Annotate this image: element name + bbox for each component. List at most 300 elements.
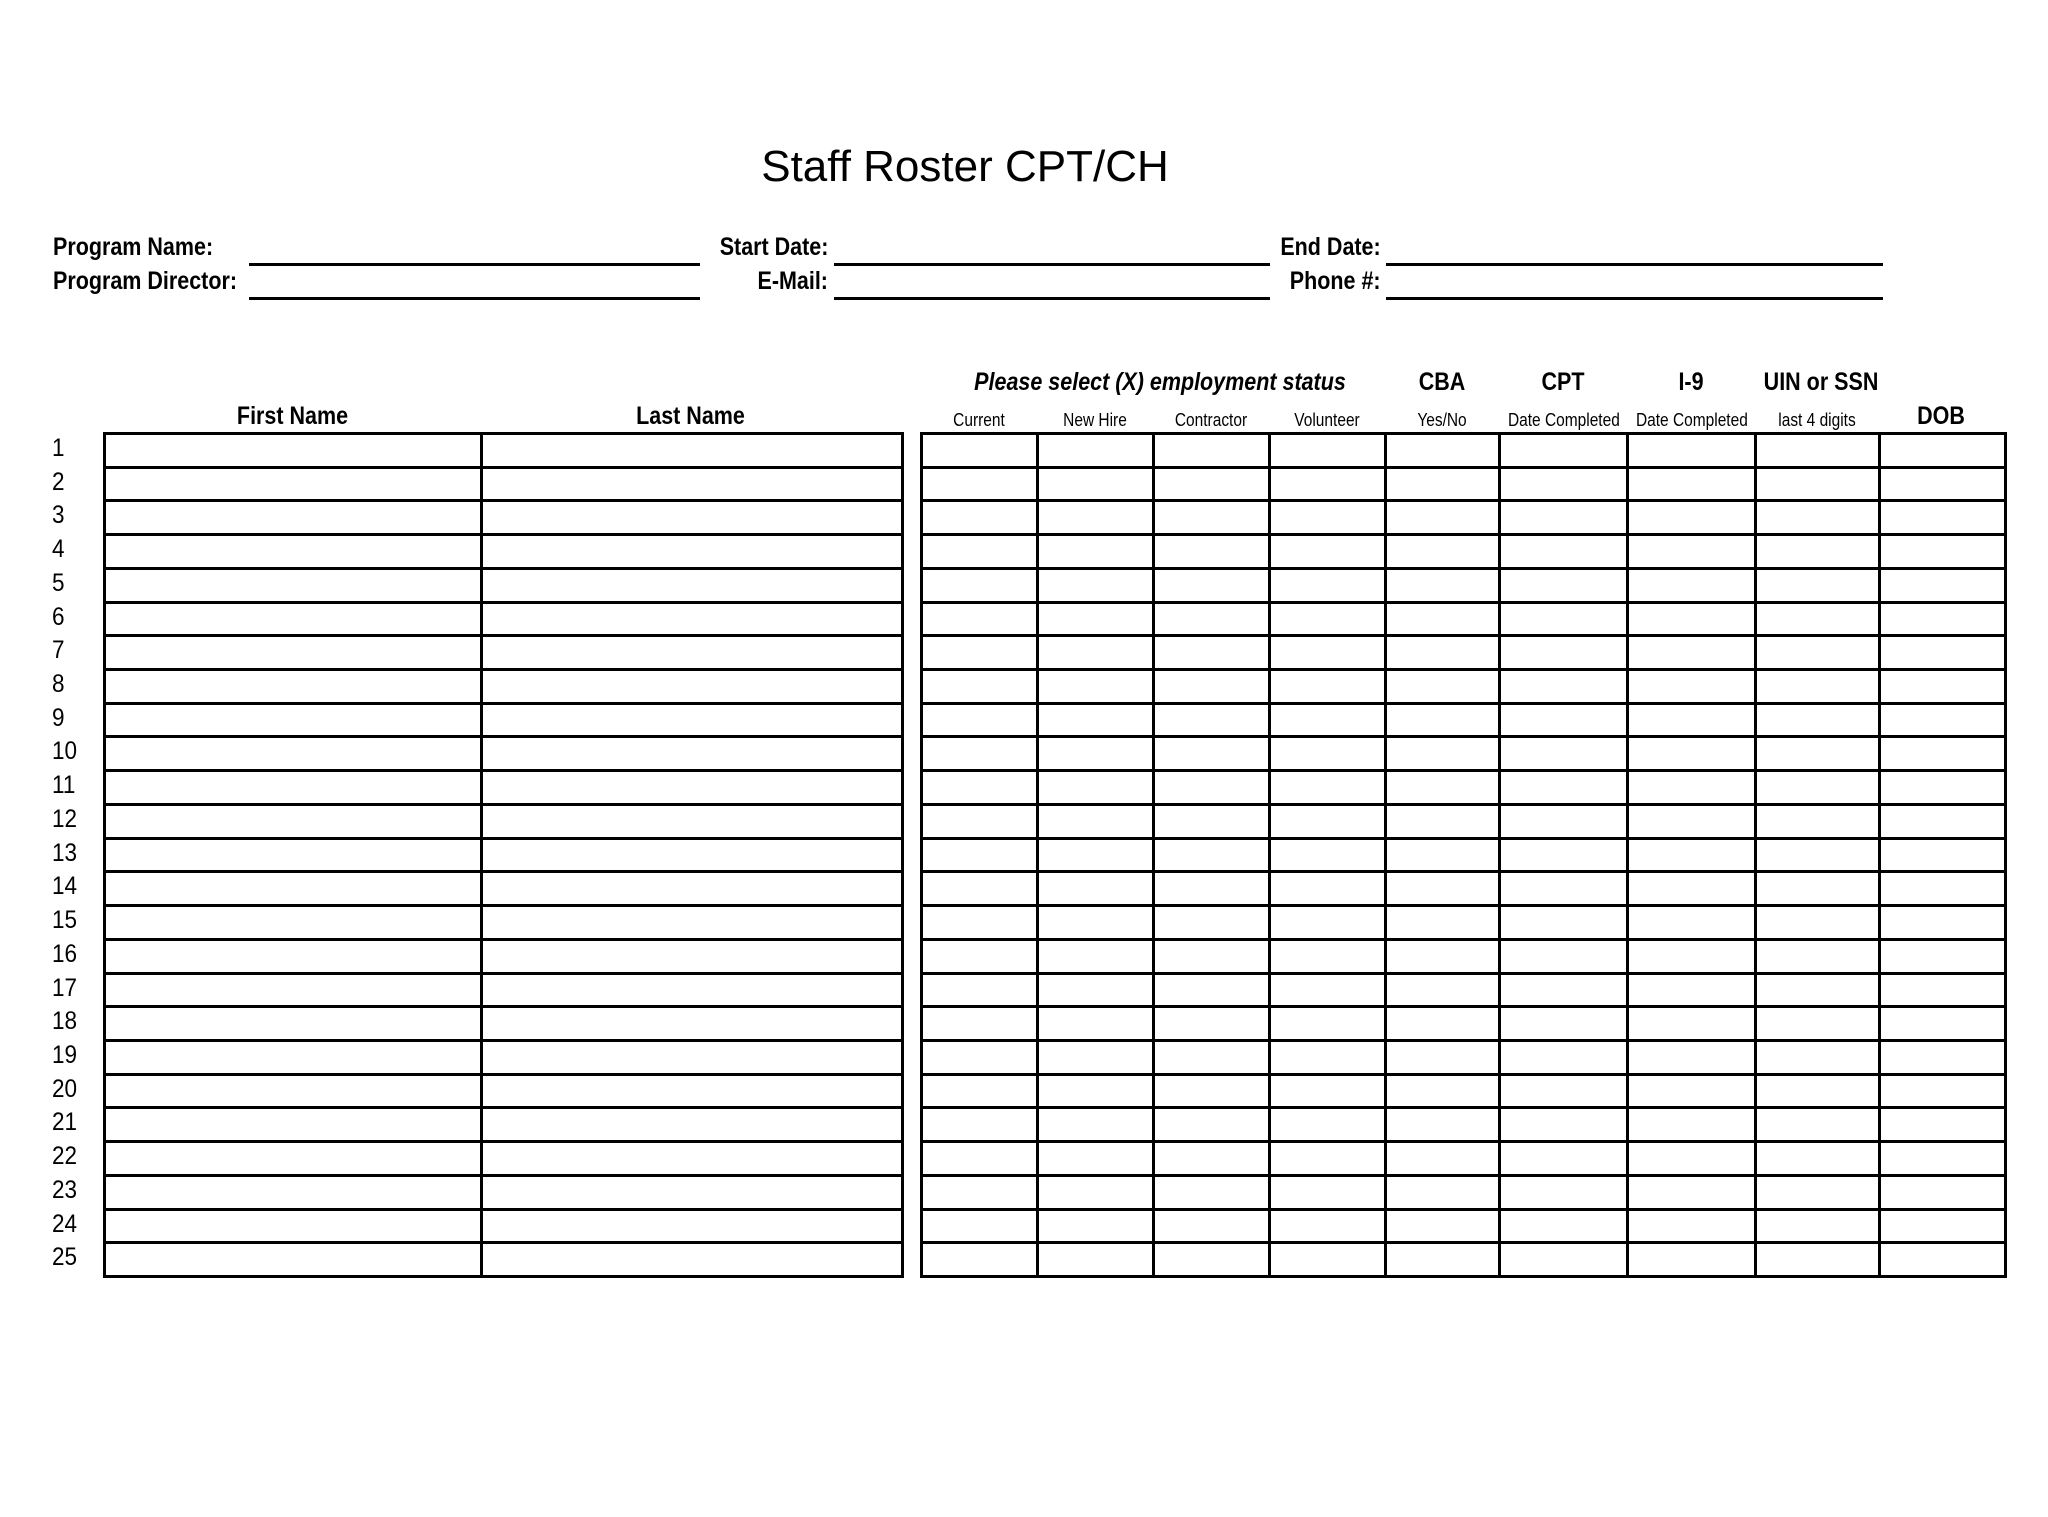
new-hire-cell[interactable] bbox=[1038, 602, 1154, 636]
volunteer-cell[interactable] bbox=[1270, 771, 1386, 805]
uin-ssn-cell[interactable] bbox=[1756, 1007, 1880, 1041]
new-hire-cell[interactable] bbox=[1038, 636, 1154, 670]
current-cell[interactable] bbox=[922, 939, 1038, 973]
contractor-cell[interactable] bbox=[1154, 636, 1270, 670]
cpt-cell[interactable] bbox=[1500, 1040, 1628, 1074]
new-hire-cell[interactable] bbox=[1038, 501, 1154, 535]
first-name-cell[interactable] bbox=[105, 906, 482, 940]
cpt-cell[interactable] bbox=[1500, 906, 1628, 940]
current-cell[interactable] bbox=[922, 467, 1038, 501]
uin-ssn-cell[interactable] bbox=[1756, 771, 1880, 805]
current-cell[interactable] bbox=[922, 535, 1038, 569]
cba-cell[interactable] bbox=[1386, 636, 1500, 670]
volunteer-cell[interactable] bbox=[1270, 1108, 1386, 1142]
cba-cell[interactable] bbox=[1386, 838, 1500, 872]
volunteer-cell[interactable] bbox=[1270, 973, 1386, 1007]
first-name-cell[interactable] bbox=[105, 838, 482, 872]
first-name-cell[interactable] bbox=[105, 1142, 482, 1176]
dob-cell[interactable] bbox=[1880, 703, 2006, 737]
cba-cell[interactable] bbox=[1386, 804, 1500, 838]
last-name-cell[interactable] bbox=[482, 1175, 903, 1209]
first-name-cell[interactable] bbox=[105, 636, 482, 670]
last-name-cell[interactable] bbox=[482, 1243, 903, 1277]
uin-ssn-cell[interactable] bbox=[1756, 939, 1880, 973]
cba-cell[interactable] bbox=[1386, 467, 1500, 501]
cba-cell[interactable] bbox=[1386, 703, 1500, 737]
cpt-cell[interactable] bbox=[1500, 670, 1628, 704]
cba-cell[interactable] bbox=[1386, 737, 1500, 771]
end-date-field[interactable] bbox=[1386, 263, 1883, 266]
dob-cell[interactable] bbox=[1880, 1209, 2006, 1243]
table-row bbox=[922, 636, 2006, 670]
new-hire-cell[interactable] bbox=[1038, 568, 1154, 602]
new-hire-cell[interactable] bbox=[1038, 906, 1154, 940]
dob-cell[interactable] bbox=[1880, 1142, 2006, 1176]
new-hire-cell[interactable] bbox=[1038, 434, 1154, 468]
cba-cell[interactable] bbox=[1386, 434, 1500, 468]
cpt-cell[interactable] bbox=[1500, 1007, 1628, 1041]
volunteer-cell[interactable] bbox=[1270, 804, 1386, 838]
dob-cell[interactable] bbox=[1880, 535, 2006, 569]
contractor-cell[interactable] bbox=[1154, 467, 1270, 501]
contractor-cell[interactable] bbox=[1154, 939, 1270, 973]
uin-ssn-cell[interactable] bbox=[1756, 1108, 1880, 1142]
cba-cell[interactable] bbox=[1386, 1108, 1500, 1142]
volunteer-cell[interactable] bbox=[1270, 737, 1386, 771]
cpt-cell[interactable] bbox=[1500, 838, 1628, 872]
dob-cell[interactable] bbox=[1880, 973, 2006, 1007]
volunteer-cell[interactable] bbox=[1270, 906, 1386, 940]
current-cell[interactable] bbox=[922, 602, 1038, 636]
dob-cell[interactable] bbox=[1880, 939, 2006, 973]
i9-cell[interactable] bbox=[1628, 568, 1756, 602]
new-hire-cell[interactable] bbox=[1038, 1040, 1154, 1074]
cba-cell[interactable] bbox=[1386, 535, 1500, 569]
volunteer-cell[interactable] bbox=[1270, 636, 1386, 670]
i9-cell[interactable] bbox=[1628, 501, 1756, 535]
cpt-cell[interactable] bbox=[1500, 1175, 1628, 1209]
last-name-cell[interactable] bbox=[482, 838, 903, 872]
uin-ssn-cell[interactable] bbox=[1756, 872, 1880, 906]
table-row bbox=[105, 1243, 903, 1277]
dob-cell[interactable] bbox=[1880, 1040, 2006, 1074]
new-hire-cell[interactable] bbox=[1038, 872, 1154, 906]
dob-cell[interactable] bbox=[1880, 636, 2006, 670]
cba-cell[interactable] bbox=[1386, 771, 1500, 805]
new-hire-cell[interactable] bbox=[1038, 838, 1154, 872]
first-name-cell[interactable] bbox=[105, 1209, 482, 1243]
contractor-cell[interactable] bbox=[1154, 602, 1270, 636]
volunteer-cell[interactable] bbox=[1270, 1074, 1386, 1108]
last-name-cell[interactable] bbox=[482, 501, 903, 535]
cba-cell[interactable] bbox=[1386, 1175, 1500, 1209]
first-name-cell[interactable] bbox=[105, 1243, 482, 1277]
cpt-cell[interactable] bbox=[1500, 872, 1628, 906]
table-row bbox=[922, 939, 2006, 973]
dob-cell[interactable] bbox=[1880, 804, 2006, 838]
contractor-cell[interactable] bbox=[1154, 703, 1270, 737]
contractor-cell[interactable] bbox=[1154, 535, 1270, 569]
program-name-field[interactable] bbox=[249, 263, 700, 266]
table-row bbox=[105, 1209, 903, 1243]
table-row bbox=[922, 1175, 2006, 1209]
current-cell[interactable] bbox=[922, 872, 1038, 906]
cpt-cell[interactable] bbox=[1500, 636, 1628, 670]
last-name-cell[interactable] bbox=[482, 602, 903, 636]
first-name-cell[interactable] bbox=[105, 1040, 482, 1074]
cba-cell[interactable] bbox=[1386, 973, 1500, 1007]
new-hire-cell[interactable] bbox=[1038, 804, 1154, 838]
current-cell[interactable] bbox=[922, 1007, 1038, 1041]
cpt-cell[interactable] bbox=[1500, 535, 1628, 569]
volunteer-cell[interactable] bbox=[1270, 434, 1386, 468]
last-name-cell[interactable] bbox=[482, 804, 903, 838]
new-hire-cell[interactable] bbox=[1038, 1108, 1154, 1142]
cba-cell[interactable] bbox=[1386, 1040, 1500, 1074]
cba-cell[interactable] bbox=[1386, 906, 1500, 940]
new-hire-cell[interactable] bbox=[1038, 670, 1154, 704]
cba-cell[interactable] bbox=[1386, 1243, 1500, 1277]
volunteer-cell[interactable] bbox=[1270, 568, 1386, 602]
uin-ssn-cell[interactable] bbox=[1756, 602, 1880, 636]
current-cell[interactable] bbox=[922, 703, 1038, 737]
last-name-cell[interactable] bbox=[482, 973, 903, 1007]
volunteer-cell[interactable] bbox=[1270, 838, 1386, 872]
i9-cell[interactable] bbox=[1628, 939, 1756, 973]
contractor-cell[interactable] bbox=[1154, 872, 1270, 906]
phone-field[interactable] bbox=[1386, 297, 1883, 300]
first-name-cell[interactable] bbox=[105, 872, 482, 906]
uin-ssn-cell[interactable] bbox=[1756, 1243, 1880, 1277]
dob-cell[interactable] bbox=[1880, 771, 2006, 805]
last-name-cell[interactable] bbox=[482, 703, 903, 737]
cpt-cell[interactable] bbox=[1500, 1108, 1628, 1142]
volunteer-cell[interactable] bbox=[1270, 1007, 1386, 1041]
cpt-cell[interactable] bbox=[1500, 1209, 1628, 1243]
contractor-cell[interactable] bbox=[1154, 501, 1270, 535]
i9-cell[interactable] bbox=[1628, 1007, 1756, 1041]
new-hire-cell[interactable] bbox=[1038, 535, 1154, 569]
new-hire-cell[interactable] bbox=[1038, 939, 1154, 973]
cpt-cell[interactable] bbox=[1500, 434, 1628, 468]
dob-cell[interactable] bbox=[1880, 737, 2006, 771]
cpt-cell[interactable] bbox=[1500, 737, 1628, 771]
uin-ssn-cell[interactable] bbox=[1756, 434, 1880, 468]
contractor-cell[interactable] bbox=[1154, 1040, 1270, 1074]
i9-cell[interactable] bbox=[1628, 804, 1756, 838]
dob-cell[interactable] bbox=[1880, 501, 2006, 535]
first-name-cell[interactable] bbox=[105, 703, 482, 737]
table-row bbox=[922, 1074, 2006, 1108]
i9-cell[interactable] bbox=[1628, 1243, 1756, 1277]
dob-cell[interactable] bbox=[1880, 434, 2006, 468]
dob-cell[interactable] bbox=[1880, 1243, 2006, 1277]
i9-cell[interactable] bbox=[1628, 838, 1756, 872]
volunteer-cell[interactable] bbox=[1270, 501, 1386, 535]
cba-cell[interactable] bbox=[1386, 1074, 1500, 1108]
volunteer-subheader: Volunteer bbox=[1294, 410, 1360, 430]
i9-cell[interactable] bbox=[1628, 906, 1756, 940]
last-name-cell[interactable] bbox=[482, 1040, 903, 1074]
new-hire-cell[interactable] bbox=[1038, 703, 1154, 737]
cba-cell[interactable] bbox=[1386, 1209, 1500, 1243]
cba-cell[interactable] bbox=[1386, 602, 1500, 636]
i9-cell[interactable] bbox=[1628, 467, 1756, 501]
volunteer-cell[interactable] bbox=[1270, 703, 1386, 737]
i9-cell[interactable] bbox=[1628, 434, 1756, 468]
uin-ssn-cell[interactable] bbox=[1756, 501, 1880, 535]
last-name-cell[interactable] bbox=[482, 906, 903, 940]
first-name-cell[interactable] bbox=[105, 1007, 482, 1041]
i9-cell[interactable] bbox=[1628, 1175, 1756, 1209]
first-name-cell[interactable] bbox=[105, 568, 482, 602]
dob-cell[interactable] bbox=[1880, 1175, 2006, 1209]
new-hire-cell[interactable] bbox=[1038, 1209, 1154, 1243]
table-row bbox=[105, 636, 903, 670]
volunteer-cell[interactable] bbox=[1270, 1142, 1386, 1176]
contractor-cell[interactable] bbox=[1154, 771, 1270, 805]
uin-ssn-cell[interactable] bbox=[1756, 804, 1880, 838]
cpt-cell[interactable] bbox=[1500, 1243, 1628, 1277]
volunteer-cell[interactable] bbox=[1270, 535, 1386, 569]
contractor-cell[interactable] bbox=[1154, 838, 1270, 872]
current-cell[interactable] bbox=[922, 1175, 1038, 1209]
cpt-cell[interactable] bbox=[1500, 1142, 1628, 1176]
new-hire-cell[interactable] bbox=[1038, 1142, 1154, 1176]
first-name-cell[interactable] bbox=[105, 973, 482, 1007]
first-name-cell[interactable] bbox=[105, 737, 482, 771]
contractor-cell[interactable] bbox=[1154, 1007, 1270, 1041]
table-row bbox=[105, 434, 903, 468]
i9-cell[interactable] bbox=[1628, 872, 1756, 906]
last-name-cell[interactable] bbox=[482, 939, 903, 973]
cba-cell[interactable] bbox=[1386, 1142, 1500, 1176]
contractor-cell[interactable] bbox=[1154, 1108, 1270, 1142]
row-number: 4 bbox=[52, 535, 65, 564]
uin-ssn-cell[interactable] bbox=[1756, 973, 1880, 1007]
uin-ssn-cell[interactable] bbox=[1756, 636, 1880, 670]
uin-ssn-cell[interactable] bbox=[1756, 568, 1880, 602]
start-date-field[interactable] bbox=[834, 263, 1270, 266]
last-name-cell[interactable] bbox=[482, 1007, 903, 1041]
program-director-field[interactable] bbox=[249, 297, 700, 300]
contractor-cell[interactable] bbox=[1154, 906, 1270, 940]
uin-ssn-cell[interactable] bbox=[1756, 535, 1880, 569]
current-cell[interactable] bbox=[922, 1142, 1038, 1176]
cpt-cell[interactable] bbox=[1500, 1074, 1628, 1108]
current-cell[interactable] bbox=[922, 670, 1038, 704]
dob-cell[interactable] bbox=[1880, 1074, 2006, 1108]
cba-cell[interactable] bbox=[1386, 872, 1500, 906]
i9-cell[interactable] bbox=[1628, 602, 1756, 636]
current-cell[interactable] bbox=[922, 973, 1038, 1007]
contractor-cell[interactable] bbox=[1154, 804, 1270, 838]
new-hire-cell[interactable] bbox=[1038, 737, 1154, 771]
table-row bbox=[105, 771, 903, 805]
dob-cell[interactable] bbox=[1880, 568, 2006, 602]
cpt-cell[interactable] bbox=[1500, 703, 1628, 737]
uin-ssn-cell[interactable] bbox=[1756, 838, 1880, 872]
last-name-cell[interactable] bbox=[482, 535, 903, 569]
cpt-cell[interactable] bbox=[1500, 501, 1628, 535]
new-hire-cell[interactable] bbox=[1038, 1007, 1154, 1041]
contractor-cell[interactable] bbox=[1154, 1243, 1270, 1277]
dob-cell[interactable] bbox=[1880, 467, 2006, 501]
current-cell[interactable] bbox=[922, 434, 1038, 468]
current-cell[interactable] bbox=[922, 771, 1038, 805]
uin-ssn-cell[interactable] bbox=[1756, 670, 1880, 704]
volunteer-cell[interactable] bbox=[1270, 939, 1386, 973]
volunteer-cell[interactable] bbox=[1270, 670, 1386, 704]
current-cell[interactable] bbox=[922, 1243, 1038, 1277]
new-hire-cell[interactable] bbox=[1038, 1175, 1154, 1209]
dob-cell[interactable] bbox=[1880, 670, 2006, 704]
i9-cell[interactable] bbox=[1628, 1142, 1756, 1176]
cpt-cell[interactable] bbox=[1500, 771, 1628, 805]
first-name-cell[interactable] bbox=[105, 434, 482, 468]
first-name-cell[interactable] bbox=[105, 501, 482, 535]
cba-cell[interactable] bbox=[1386, 1007, 1500, 1041]
volunteer-cell[interactable] bbox=[1270, 1209, 1386, 1243]
table-row bbox=[105, 1175, 903, 1209]
contractor-cell[interactable] bbox=[1154, 670, 1270, 704]
cpt-cell[interactable] bbox=[1500, 973, 1628, 1007]
dob-cell[interactable] bbox=[1880, 602, 2006, 636]
last-name-cell[interactable] bbox=[482, 1209, 903, 1243]
last-name-cell[interactable] bbox=[482, 636, 903, 670]
cba-cell[interactable] bbox=[1386, 939, 1500, 973]
first-name-cell[interactable] bbox=[105, 1175, 482, 1209]
volunteer-cell[interactable] bbox=[1270, 602, 1386, 636]
current-cell[interactable] bbox=[922, 906, 1038, 940]
new-hire-cell[interactable] bbox=[1038, 467, 1154, 501]
current-cell[interactable] bbox=[922, 838, 1038, 872]
cpt-cell[interactable] bbox=[1500, 467, 1628, 501]
last-name-cell[interactable] bbox=[482, 771, 903, 805]
contractor-cell[interactable] bbox=[1154, 1074, 1270, 1108]
last-name-cell[interactable] bbox=[482, 737, 903, 771]
uin-ssn-cell[interactable] bbox=[1756, 906, 1880, 940]
last-name-cell[interactable] bbox=[482, 670, 903, 704]
i9-cell[interactable] bbox=[1628, 670, 1756, 704]
uin-ssn-cell[interactable] bbox=[1756, 1074, 1880, 1108]
i9-cell[interactable] bbox=[1628, 1040, 1756, 1074]
last-name-cell[interactable] bbox=[482, 1074, 903, 1108]
i9-cell[interactable] bbox=[1628, 636, 1756, 670]
uin-ssn-cell[interactable] bbox=[1756, 1175, 1880, 1209]
email-field[interactable] bbox=[834, 297, 1270, 300]
volunteer-cell[interactable] bbox=[1270, 1175, 1386, 1209]
uin-ssn-cell[interactable] bbox=[1756, 737, 1880, 771]
i9-cell[interactable] bbox=[1628, 737, 1756, 771]
contractor-cell[interactable] bbox=[1154, 568, 1270, 602]
uin-ssn-cell[interactable] bbox=[1756, 467, 1880, 501]
uin-ssn-cell[interactable] bbox=[1756, 703, 1880, 737]
last-name-cell[interactable] bbox=[482, 1108, 903, 1142]
current-cell[interactable] bbox=[922, 636, 1038, 670]
last-name-cell[interactable] bbox=[482, 872, 903, 906]
last-name-cell[interactable] bbox=[482, 568, 903, 602]
first-name-cell[interactable] bbox=[105, 771, 482, 805]
volunteer-cell[interactable] bbox=[1270, 1243, 1386, 1277]
last-name-cell[interactable] bbox=[482, 434, 903, 468]
dob-cell[interactable] bbox=[1880, 1007, 2006, 1041]
row-number: 18 bbox=[52, 1007, 78, 1036]
dob-cell[interactable] bbox=[1880, 838, 2006, 872]
cpt-cell[interactable] bbox=[1500, 939, 1628, 973]
contractor-cell[interactable] bbox=[1154, 1175, 1270, 1209]
current-cell[interactable] bbox=[922, 737, 1038, 771]
volunteer-cell[interactable] bbox=[1270, 467, 1386, 501]
new-hire-cell[interactable] bbox=[1038, 973, 1154, 1007]
contractor-cell[interactable] bbox=[1154, 1142, 1270, 1176]
i9-cell[interactable] bbox=[1628, 535, 1756, 569]
volunteer-cell[interactable] bbox=[1270, 872, 1386, 906]
last-name-cell[interactable] bbox=[482, 1142, 903, 1176]
current-cell[interactable] bbox=[922, 568, 1038, 602]
row-number: 2 bbox=[52, 467, 65, 496]
first-name-cell[interactable] bbox=[105, 804, 482, 838]
dob-cell[interactable] bbox=[1880, 1108, 2006, 1142]
first-name-cell[interactable] bbox=[105, 602, 482, 636]
new-hire-cell[interactable] bbox=[1038, 771, 1154, 805]
current-cell[interactable] bbox=[922, 501, 1038, 535]
first-name-cell[interactable] bbox=[105, 535, 482, 569]
last-name-cell[interactable] bbox=[482, 467, 903, 501]
first-name-cell[interactable] bbox=[105, 1108, 482, 1142]
table-row bbox=[105, 501, 903, 535]
first-name-cell[interactable] bbox=[105, 467, 482, 501]
uin-ssn-cell[interactable] bbox=[1756, 1040, 1880, 1074]
first-name-cell[interactable] bbox=[105, 670, 482, 704]
i9-cell[interactable] bbox=[1628, 973, 1756, 1007]
row-number: 1 bbox=[52, 434, 65, 462]
contractor-cell[interactable] bbox=[1154, 1209, 1270, 1243]
current-cell[interactable] bbox=[922, 1040, 1038, 1074]
cba-cell[interactable] bbox=[1386, 670, 1500, 704]
cpt-cell[interactable] bbox=[1500, 602, 1628, 636]
row-number: 13 bbox=[52, 838, 78, 867]
contractor-cell[interactable] bbox=[1154, 737, 1270, 771]
cba-cell[interactable] bbox=[1386, 568, 1500, 602]
current-cell[interactable] bbox=[922, 1074, 1038, 1108]
new-hire-cell[interactable] bbox=[1038, 1243, 1154, 1277]
cpt-cell[interactable] bbox=[1500, 568, 1628, 602]
current-cell[interactable] bbox=[922, 804, 1038, 838]
contractor-cell[interactable] bbox=[1154, 434, 1270, 468]
contractor-cell[interactable] bbox=[1154, 973, 1270, 1007]
dob-cell[interactable] bbox=[1880, 872, 2006, 906]
table-row bbox=[105, 670, 903, 704]
i9-cell[interactable] bbox=[1628, 1108, 1756, 1142]
i9-cell[interactable] bbox=[1628, 771, 1756, 805]
i9-cell[interactable] bbox=[1628, 1074, 1756, 1108]
first-name-cell[interactable] bbox=[105, 939, 482, 973]
uin-ssn-cell[interactable] bbox=[1756, 1209, 1880, 1243]
dob-cell[interactable] bbox=[1880, 906, 2006, 940]
cpt-cell[interactable] bbox=[1500, 804, 1628, 838]
row-number: 19 bbox=[52, 1040, 78, 1069]
first-name-cell[interactable] bbox=[105, 1074, 482, 1108]
volunteer-cell[interactable] bbox=[1270, 1040, 1386, 1074]
current-cell[interactable] bbox=[922, 1209, 1038, 1243]
i9-cell[interactable] bbox=[1628, 1209, 1756, 1243]
new-hire-cell[interactable] bbox=[1038, 1074, 1154, 1108]
current-cell[interactable] bbox=[922, 1108, 1038, 1142]
uin-ssn-cell[interactable] bbox=[1756, 1142, 1880, 1176]
cba-cell[interactable] bbox=[1386, 501, 1500, 535]
i9-cell[interactable] bbox=[1628, 703, 1756, 737]
